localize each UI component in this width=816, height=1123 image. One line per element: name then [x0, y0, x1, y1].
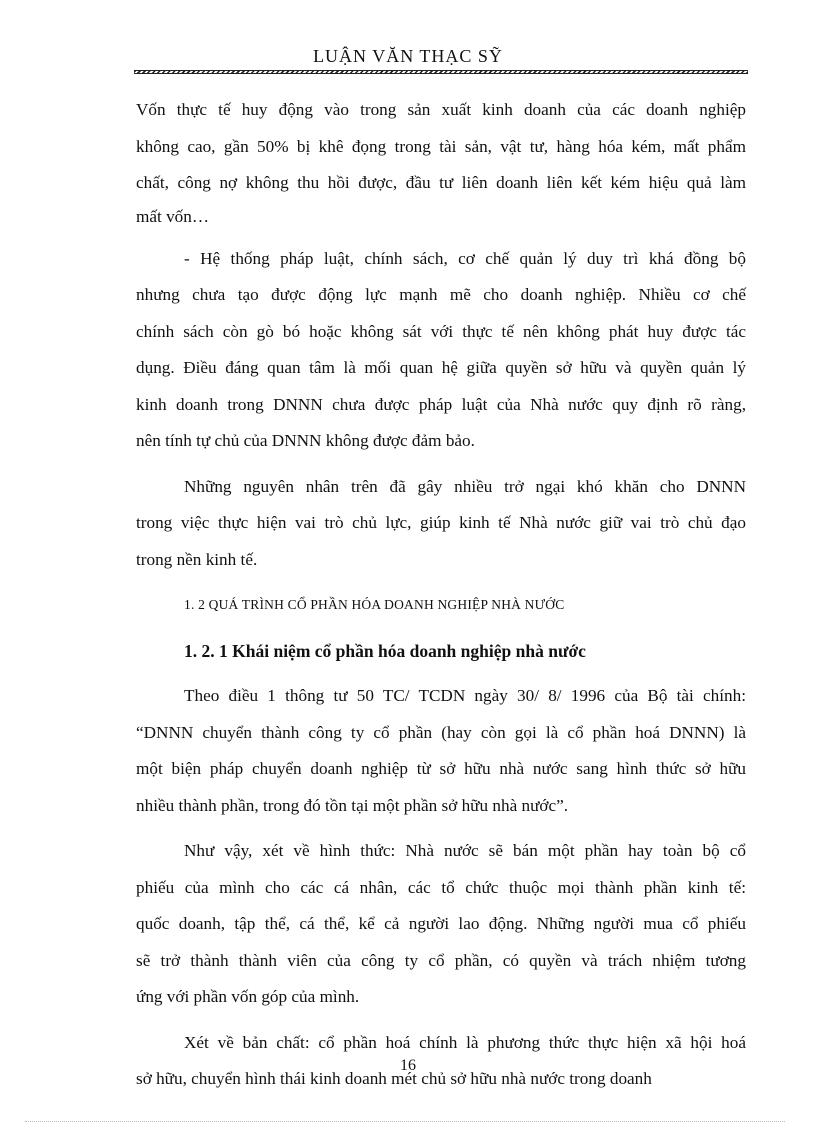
header-divider [134, 70, 748, 74]
text-line: một biện pháp chuyển doanh nghiệp từ sở hữu nhà nước sang hình thức sở hữu [136, 759, 746, 778]
text-line: ứng với phần vốn góp của mình. [136, 987, 360, 1006]
text-line: Như vậy, xét về hình thức: Nhà nước sẽ bán một phần hay toàn bộ cổ [184, 841, 746, 860]
text-line: nhiều thành phần, trong đó tồn tại một phần sở hữu nhà nước”. [136, 795, 569, 815]
section-heading: 1. 2 QUÁ TRÌNH CỔ PHẦN HÓA DOANH NGHIỆP NHÀ NƯỚC [184, 597, 565, 612]
paragraph-4 [136, 678, 746, 824]
text-line: phiếu của mình cho các cá nhân, các tổ chức thuộc mọi thành phần kinh tế: [136, 877, 746, 897]
text-line: nhưng chưa tạo được động lực mạnh mẽ cho doanh nghiệp. Nhiều cơ chế [136, 285, 746, 304]
text-line: Theo điều 1 thông tư 50 TC/ TCDN ngày 30/ 8/ 1996 của Bộ tài chính: [184, 686, 746, 705]
paragraph-5 [136, 833, 746, 1016]
text-line: trong nền kinh tế. [136, 549, 258, 569]
text-line: trong việc thực hiện vai trò chủ lực, giúp kinh tế Nhà nước giữ vai trò chủ đạo [136, 513, 746, 532]
text-line: chất, công nợ không thu hồi được, đầu tư liên doanh liên kết kém hiệu quả làm [136, 173, 746, 192]
text-line: Vốn thực tế huy động vào trong sản xuất kinh doanh của các doanh nghiệp [136, 100, 746, 119]
text-line: Những nguyên nhân trên đã gây nhiều trở ngại khó khăn cho DNNN [184, 476, 746, 496]
text-line: chính sách còn gò bó hoặc không sát với thực tế nên không phát huy được tác [136, 321, 746, 341]
text-line: sở hữu, chuyển hình thái kinh doanh mét chủ sở hữu nhà nước trong doanh [136, 1069, 652, 1088]
paragraph-2 [136, 241, 746, 460]
text-line: sẽ trở thành thành viên của công ty cổ phần, có quyền và trách nhiệm tương [136, 950, 746, 970]
paragraph-1 [136, 92, 746, 232]
text-line: “DNNN chuyển thành công ty cổ phần (hay còn gọi là cổ phần hoá DNNN) là [136, 722, 746, 742]
text-line: không cao, gần 50% bị khê đọng trong tài sản, vật tư, hàng hóa kém, mất phẩm [136, 136, 746, 156]
document-body [136, 92, 746, 1098]
paragraph-3 [136, 469, 746, 579]
text-line: - Hệ thống pháp luật, chính sách, cơ chế quản lý duy trì khá đồng bộ [184, 248, 746, 268]
text-line: dụng. Điều đáng quan tâm là mối quan hệ giữa quyền sở hữu và quyền quản lý [136, 358, 746, 377]
page-number: 16 [400, 1057, 416, 1074]
page-bottom-edge [25, 1121, 785, 1122]
text-line: kinh doanh trong DNNN chưa được pháp luật của Nhà nước quy định rõ ràng, [136, 394, 746, 414]
running-header-title: LUẬN VĂN THẠC SỸ [313, 46, 503, 66]
subsection-heading: 1. 2. 1 Khái niệm cổ phần hóa doanh nghiệp nhà nước [184, 640, 586, 661]
text-line: quốc doanh, tập thể, cá thể, kể cả người lao động. Những người mua cổ phiếu [136, 914, 746, 933]
text-line: nên tính tự chủ của DNNN không được đảm bảo. [136, 431, 475, 450]
text-line: mất vốn… [136, 206, 210, 226]
text-line: Xét về bản chất: cổ phần hoá chính là phương thức thực hiện xã hội hoá [184, 1032, 746, 1052]
